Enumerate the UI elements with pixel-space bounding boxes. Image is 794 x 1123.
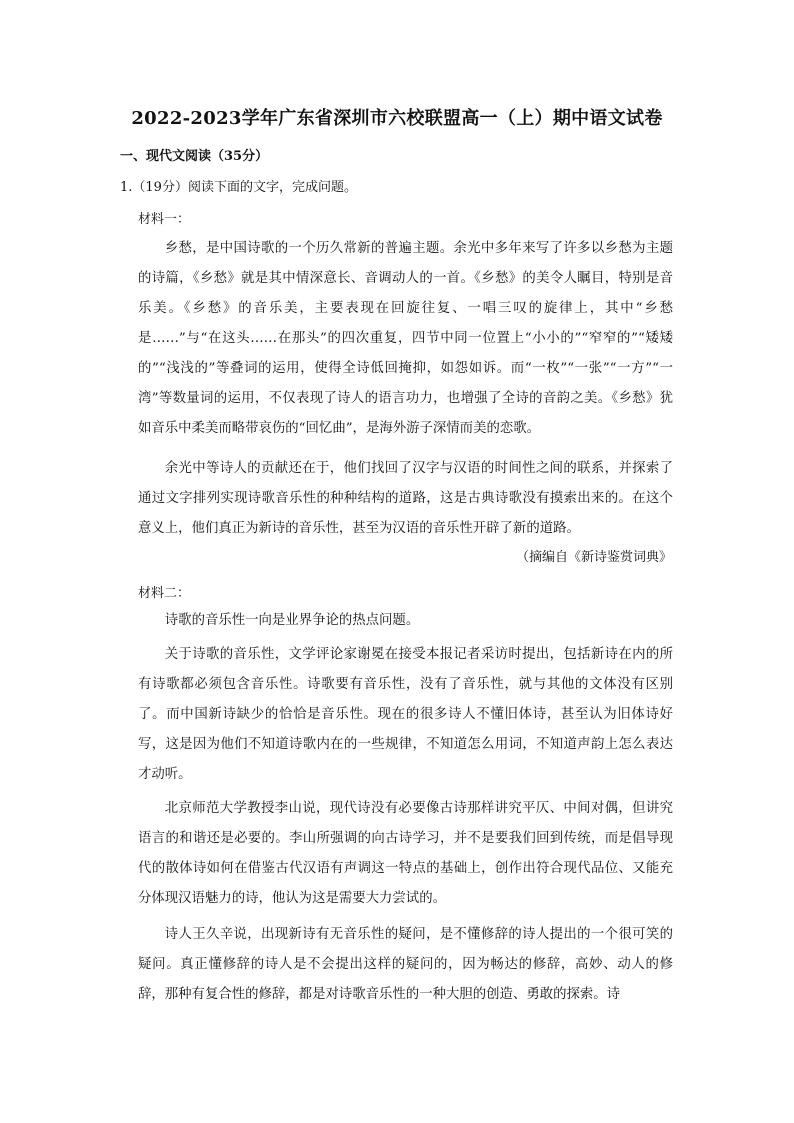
question-intro: 1.（19分）阅读下面的文字，完成问题。 bbox=[120, 180, 357, 195]
material-2-paragraph: 北京师范大学教授李山说，现代诗没有必要像古诗那样讲究平仄、中间对偶，但讲究语言的和谐还是必要的。李山所强调的向古诗学习，并不是要我们回到传统，而是倡导现代的散体诗如何在借鉴古代汉语有声调这一特点的基础上，创作出符合现代品位、又能充分体现汉语魅力的诗，他认为这是需要大力尝试的。 bbox=[138, 801, 673, 906]
material-1-paragraph: 乡愁，是中国诗歌的一个历久常新的普遍主题。余光中多年来写了许多以乡愁为主题的诗篇，《乡愁》就是其中情深意长、音调动人的一首。《乡愁》的美令人瞩目，特别是音乐美。《乡愁》的音乐美，主要表现在回旋往复、一唱三叹的旋律上，其中“乡愁是……”与“在这头……在那头”的四次重复，四节中同一位置上“小小的”“窄窄的”“矮矮的”“浅浅的”等叠词的运用，使得全诗低回掩抑，如怨如诉。而“一枚”“一张”“一方”“一湾”等数量词的运用，不仅表现了诗人的语言功力，也增强了全诗的音韵之美。《乡愁》犹如音乐中柔美而略带哀伤的“回忆曲”，是海外游子深情而美的恋歌。 bbox=[138, 241, 673, 436]
material-2-paragraph: 诗人王久辛说，出现新诗有无音乐性的疑问，是不懂修辞的诗人提出的一个很可笑的疑问。真正懂修辞的诗人是不会提出这样的疑问的，因为畅达的修辞，高妙、动人的修辞，那种有复合性的修辞，都是对诗歌音乐性的一种大胆的创造、勇敢的探索。诗 bbox=[138, 927, 673, 1002]
material-2-label: 材料二： bbox=[138, 586, 191, 601]
document-title: 2022-2023学年广东省深圳市六校联盟高一（上）期中语文试卷 bbox=[131, 108, 663, 129]
material-1-label: 材料一： bbox=[138, 212, 191, 227]
material-2-paragraph: 关于诗歌的音乐性，文学评论家谢冕在接受本报记者采访时提出，包括新诗在内的所有诗歌都必须包含音乐性。诗歌要有音乐性，没有了音乐性，就与其他的文体没有区别了。而中国新诗缺少的恰恰是音乐性。现在的很多诗人不懂旧体诗，甚至认为旧体诗好写，这是因为他们不知道诗歌内在的一些规律，不知道怎么用词，不知道声韵上怎么表达才动听。 bbox=[138, 647, 673, 782]
material-1-paragraph: 余光中等诗人的贡献还在于，他们找回了汉字与汉语的时间性之间的联系，并探索了通过文字排列实现诗歌音乐性的种种结构的道路，这是古典诗歌没有摸索出来的。在这个意义上，他们真正为新诗的音乐性，甚至为汉语的音乐性开辟了新的道路。 bbox=[138, 461, 673, 536]
material-2-paragraph: 诗歌的音乐性一向是业界争论的热点问题。 bbox=[164, 613, 420, 628]
section-heading: 一、现代文阅读（35分） bbox=[120, 149, 269, 164]
material-1-source: （摘编自《新诗鉴赏词典》 bbox=[515, 550, 672, 565]
